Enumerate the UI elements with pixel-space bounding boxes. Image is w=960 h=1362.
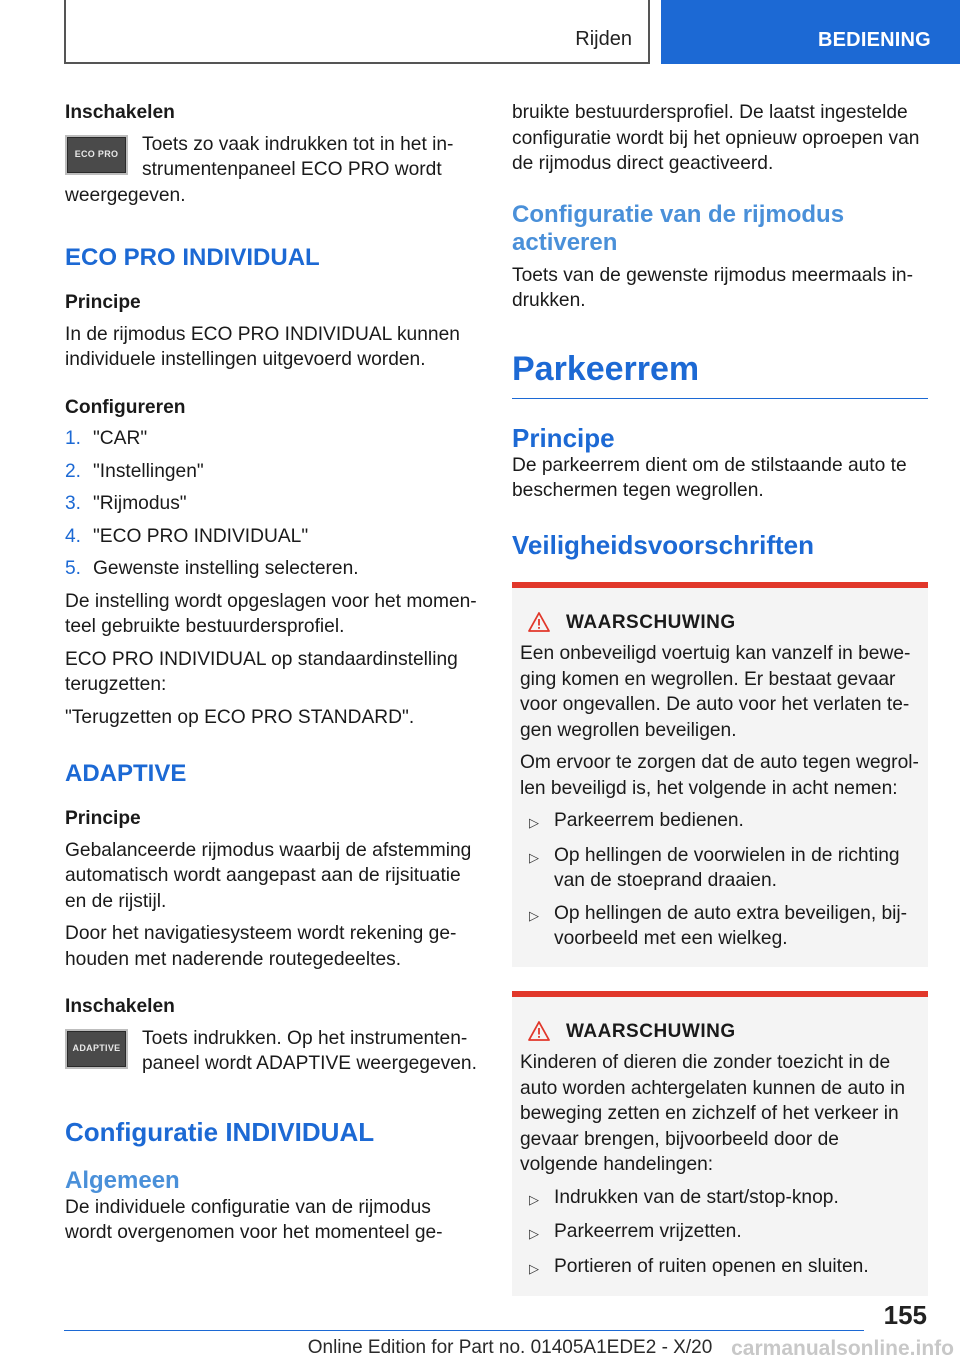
parkeerrem-principe-text: De parkeerrem dient om de stilstaande auto te beschermen tegen wegrollen. bbox=[512, 454, 907, 501]
warning-box-2 bbox=[512, 991, 928, 1297]
warning-triangle-icon bbox=[528, 1021, 550, 1041]
parkeerrem-heading: Parkeerrem bbox=[512, 349, 700, 388]
step-number: 1. bbox=[65, 428, 82, 449]
bullet-item bbox=[520, 843, 920, 894]
header-frame bbox=[64, 0, 650, 64]
warning-box-1 bbox=[512, 582, 928, 967]
veiligheid-heading: Veiligheidsvoorschriften bbox=[512, 529, 814, 560]
eco-pro-individual-heading: ECO PRO INDIVIDUAL bbox=[65, 244, 320, 271]
step-number: 4. bbox=[65, 525, 82, 547]
bullet-item bbox=[520, 1254, 920, 1282]
edition-text: Online Edition for Part no. 01405A1EDE2 - X/20 bbox=[307, 1337, 713, 1358]
bullet-triangle-icon: ▷ bbox=[529, 907, 539, 923]
configureren-heading: Configureren bbox=[65, 396, 186, 418]
warning-title: WAARSCHUWING bbox=[566, 611, 736, 633]
warning-title: WAARSCHUWING bbox=[566, 1020, 736, 1042]
footer-rule bbox=[64, 1330, 864, 1331]
warning-1-list bbox=[520, 808, 920, 952]
header-chapter-tab: BEDIENING bbox=[661, 0, 960, 64]
adaptive-button-icon: ADAPTIVE bbox=[65, 1029, 128, 1069]
config-individual-heading: Configuratie INDIVIDUAL bbox=[65, 1116, 375, 1147]
continued-text: bruikte bestuurdersprofiel. De laatst ingestelde configuratie wordt bij het opnieuw oproepen van de rijmodus direct geactiveerd. bbox=[512, 102, 920, 174]
step-text: Gewenste instelling selecteren. bbox=[93, 558, 359, 579]
adaptive-instruction bbox=[65, 1026, 477, 1077]
warning-text-1: Een onbeveiligd voertuig kan vanzelf in bewe-ging komen en wegrollen. Er bestaat gevaar voor ongevallen. De auto voor het verlaten te-gen wegrollen beveiligen. bbox=[520, 643, 911, 741]
step-number: 2. bbox=[65, 460, 82, 482]
bullet-triangle-icon: ▷ bbox=[529, 1226, 539, 1241]
activeren-text: Toets van de gewenste rijmodus meermaals in-drukken. bbox=[512, 264, 913, 311]
warning-text-2: Om ervoor te zorgen dat de auto tegen wegrol-len beveiligd is, het volgende in acht nemen: bbox=[520, 752, 919, 799]
bullet-text: Portieren of ruiten openen en sluiten. bbox=[554, 1255, 869, 1277]
algemeen-text: De individuele configuratie van de rijmodus wordt overgenomen voor het momenteel ge- bbox=[65, 1196, 443, 1243]
adaptive-principe-heading: Principe bbox=[65, 808, 141, 829]
parkeerrem-principe-heading: Principe bbox=[512, 422, 615, 453]
bullet-item bbox=[520, 901, 920, 952]
step-number: 3. bbox=[65, 493, 82, 514]
bullet-item bbox=[520, 1219, 920, 1247]
reset-menu-text: "Terugzetten op ECO PRO STANDARD". bbox=[65, 706, 415, 728]
bullet-triangle-icon: ▷ bbox=[529, 1191, 539, 1207]
bullet-text: Parkeerrem vrijzetten. bbox=[554, 1221, 742, 1242]
warning-2-text: Kinderen of dieren die zonder toezicht in de auto worden achtergelaten kunnen de auto in beweging zetten en zichzelf of het verkeer in gevaar brengen, bijvoorbeeld door de volgende handelingen: bbox=[520, 1052, 906, 1175]
adaptive-text-2: Door het navigatiesysteem wordt rekening ge-houden met naderende routegedeeltes. bbox=[65, 923, 457, 970]
principe-heading: Principe bbox=[65, 292, 141, 313]
step-text: "Rijmodus" bbox=[93, 493, 187, 514]
page-number: 155 bbox=[883, 1300, 927, 1330]
configure-steps-list bbox=[65, 426, 477, 582]
warning-2-list bbox=[520, 1185, 920, 1282]
step-item bbox=[65, 524, 477, 550]
left-column bbox=[65, 100, 477, 1253]
right-column bbox=[512, 100, 928, 1296]
step-item bbox=[65, 491, 477, 517]
header-section-title: Rijden bbox=[575, 28, 632, 50]
bullet-triangle-icon: ▷ bbox=[529, 849, 539, 865]
bullet-text: Op hellingen de voorwielen in de richting van de stoeprand draaien. bbox=[554, 844, 900, 891]
warning-triangle-icon bbox=[528, 612, 550, 632]
adaptive-inschakelen-heading: Inschakelen bbox=[65, 996, 175, 1017]
step-text: "CAR" bbox=[93, 428, 148, 449]
step-item bbox=[65, 556, 477, 582]
eco-pro-instruction-line2: strumentenpaneel ECO PRO wordt bbox=[142, 159, 442, 180]
bullet-item bbox=[520, 1185, 920, 1213]
page-header bbox=[0, 0, 960, 66]
eco-pro-instruction bbox=[65, 132, 477, 183]
bullet-triangle-icon: ▷ bbox=[529, 1260, 539, 1276]
step-text: "ECO PRO INDIVIDUAL" bbox=[93, 525, 309, 547]
bullet-text: Op hellingen de auto extra beveiligen, bij-voorbeeld met een wielkeg. bbox=[554, 902, 908, 949]
section-rule bbox=[512, 398, 928, 399]
step-number: 5. bbox=[65, 558, 82, 579]
eco-pro-button-icon: ECO PRO bbox=[65, 135, 128, 175]
step-item bbox=[65, 459, 477, 485]
principe-text: In de rijmodus ECO PRO INDIVIDUAL kunnen individuele instellingen uitgevoerd worden. bbox=[65, 323, 460, 370]
adaptive-instruction-text: Toets indrukken. Op het instrumenten-paneel wordt ADAPTIVE weergegeven. bbox=[142, 1027, 477, 1074]
adaptive-text-1: Gebalanceerde rijmodus waarbij de afstemming automatisch wordt aangepast aan de rijsituatie en de rijstijl. bbox=[65, 839, 472, 912]
instelling-text: De instelling wordt opgeslagen voor het momen-teel gebruikte bestuurdersprofiel. bbox=[65, 590, 477, 637]
bullet-text: Parkeerrem bedienen. bbox=[554, 810, 744, 831]
eco-pro-instruction-line1: Toets zo vaak indrukken tot in het in- bbox=[142, 133, 454, 155]
bullet-triangle-icon: ▷ bbox=[529, 815, 539, 830]
algemeen-heading: Algemeen bbox=[65, 1166, 180, 1194]
reset-text: ECO PRO INDIVIDUAL op standaardinstelling terugzetten: bbox=[65, 648, 458, 695]
bullet-text: Indrukken van de start/stop-knop. bbox=[554, 1186, 839, 1208]
watermark-text: carmanualsonline.info bbox=[731, 1337, 954, 1360]
activeren-heading: Configuratie van de rijmodus activeren bbox=[512, 200, 845, 256]
bullet-item bbox=[520, 808, 920, 836]
eco-pro-instruction-line3: weergegeven. bbox=[65, 184, 186, 206]
adaptive-heading: ADAPTIVE bbox=[65, 760, 187, 787]
step-item bbox=[65, 426, 477, 452]
inschakelen-heading: Inschakelen bbox=[65, 102, 175, 123]
step-text: "Instellingen" bbox=[93, 460, 204, 482]
